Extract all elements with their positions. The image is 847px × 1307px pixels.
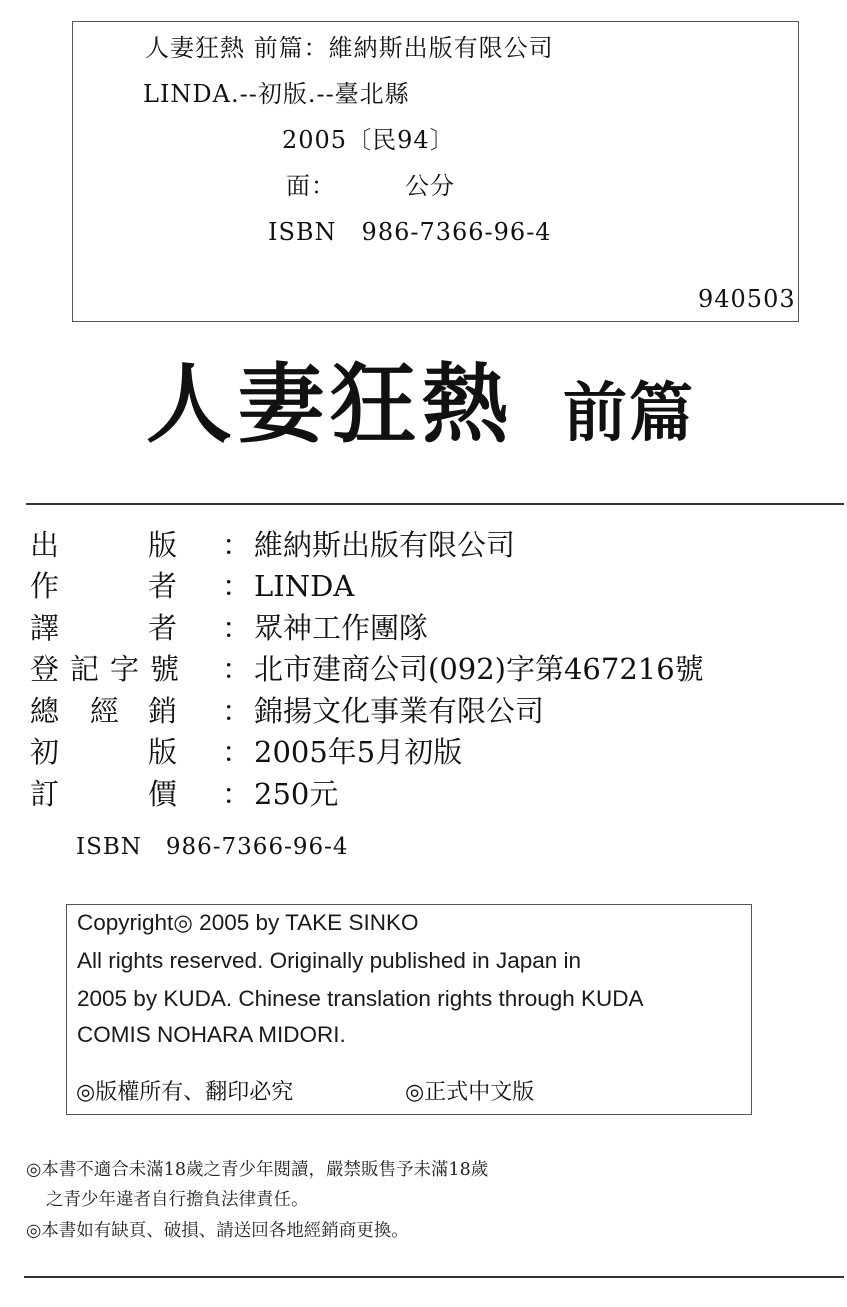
copyright-line-1: Copyright◎ 2005 by TAKE SINKO (77, 910, 419, 935)
rights-reserved-note: ◎版權所有、翻印必究 (76, 1080, 294, 1105)
cip-pages-label: 面： (286, 172, 336, 200)
info-label-char: 經 (90, 694, 120, 728)
age-restriction-notice-cont: 之青少年違者自行擔負法律責任。 (46, 1190, 309, 1210)
info-label-char: 者 (148, 611, 178, 645)
info-colon: ： (222, 777, 252, 811)
info-label-char: 號 (150, 652, 180, 686)
copyright-box (66, 904, 752, 1115)
info-label-char: 出 (30, 528, 60, 562)
copyright-line-4: COMIS NOHARA MIDORI. (77, 1022, 346, 1047)
info-colon: ： (222, 528, 252, 562)
info-label-char: 初 (30, 735, 60, 769)
cip-author-edition: LINDA.--初版.--臺北縣 (143, 80, 410, 108)
info-value: 北市建商公司(092)字第467216號 (254, 652, 704, 686)
info-value: 錦揚文化事業有限公司 (254, 694, 545, 728)
info-value: 眾神工作團隊 (254, 611, 429, 645)
info-value: LINDA (254, 569, 355, 603)
info-label-char: 字 (110, 652, 140, 686)
divider-top (26, 503, 844, 505)
info-value: 250元 (254, 777, 339, 811)
age-restriction-notice: ◎本書不適合未滿18歲之青少年閱讀，嚴禁販售予未滿18歲 (26, 1160, 489, 1180)
cip-title-publisher: 人妻狂熱 前篇：維納斯出版有限公司 (145, 34, 554, 62)
info-colon: ： (222, 611, 252, 645)
info-label-char: 總 (30, 694, 60, 728)
divider-bottom (24, 1276, 844, 1278)
info-label-char: 訂 (30, 777, 60, 811)
book-volume: 前篇 (563, 376, 695, 451)
info-colon: ： (222, 694, 252, 728)
copyright-line-2: All rights reserved. Originally published in Japan in (77, 948, 582, 973)
cip-isbn: ISBN 986-7366-96-4 (268, 218, 552, 246)
info-colon: ： (222, 652, 252, 686)
info-colon: ： (222, 735, 252, 769)
copyright-line-3: 2005 by KUDA. Chinese translation rights through KUDA (77, 986, 644, 1011)
cip-size-unit: 公分 (405, 172, 455, 200)
info-label-char: 者 (148, 569, 178, 603)
info-value: 2005年5月初版 (254, 735, 463, 769)
defect-exchange-notice: ◎本書如有缺頁、破損、請送回各地經銷商更換。 (26, 1221, 409, 1241)
book-title: 人妻狂熱 (146, 354, 514, 455)
info-value: 維納斯出版有限公司 (254, 528, 516, 562)
info-label-char: 作 (30, 569, 60, 603)
info-label-char: 登 (30, 652, 60, 686)
cip-code: 940503 (698, 285, 796, 313)
info-label-char: 版 (148, 735, 178, 769)
isbn-line: ISBN 986-7366-96-4 (76, 834, 349, 860)
info-label-char: 記 (70, 652, 100, 686)
info-colon: ： (222, 569, 252, 603)
cip-year: 2005〔民94〕 (282, 126, 455, 154)
info-label-char: 銷 (148, 694, 178, 728)
info-label-char: 價 (148, 777, 178, 811)
official-edition-note: ◎正式中文版 (405, 1080, 535, 1105)
info-label-char: 譯 (30, 611, 60, 645)
info-label-char: 版 (148, 528, 178, 562)
